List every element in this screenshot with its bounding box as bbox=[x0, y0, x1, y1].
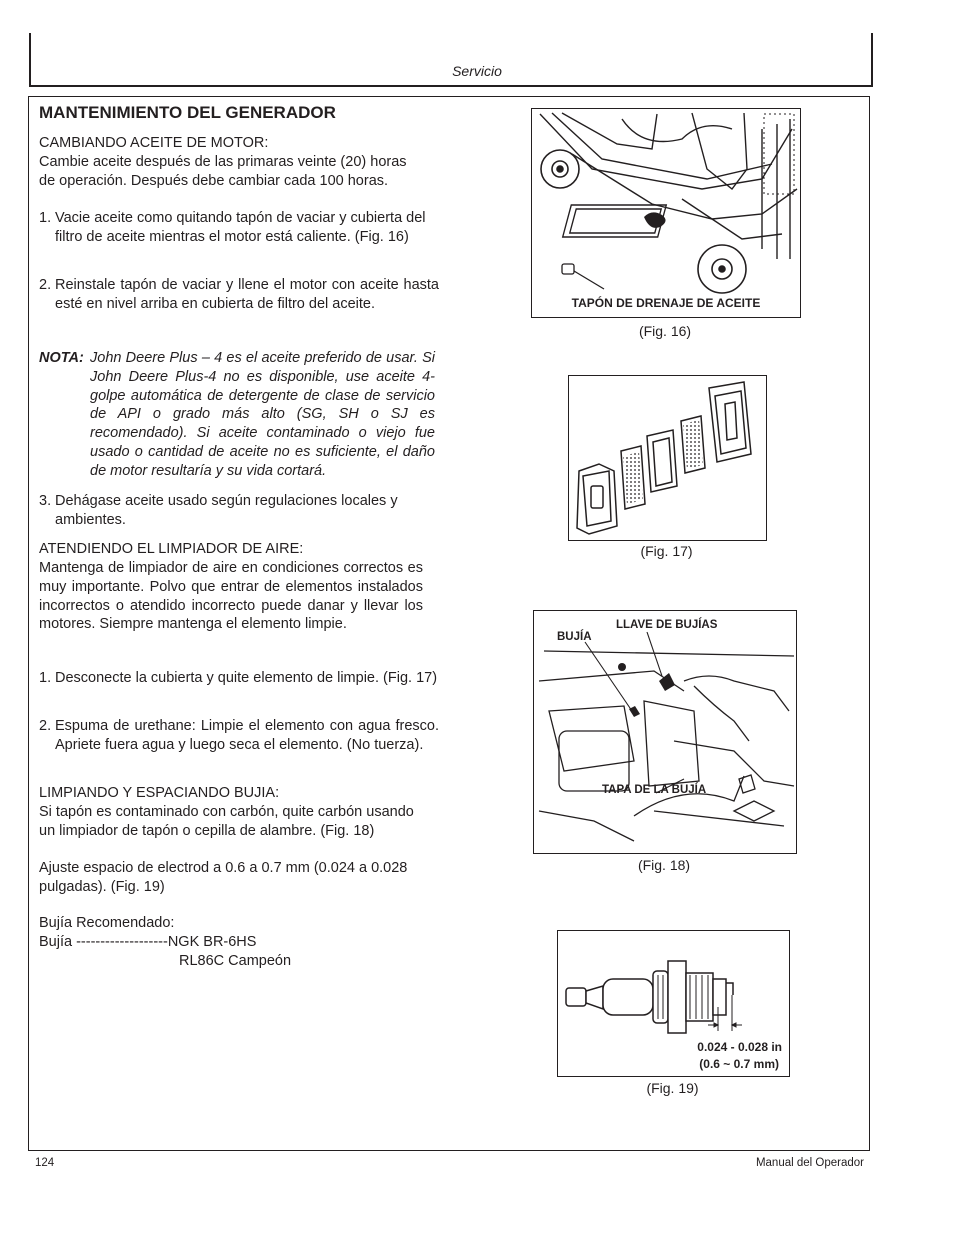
note-text-block bbox=[90, 349, 435, 481]
section-header: Servicio bbox=[452, 63, 502, 79]
fig19-gap-mm: (0.6 ~ 0.7 mm) bbox=[699, 1057, 779, 1071]
plug-rec-line2: RL86C Campeón bbox=[179, 953, 292, 969]
fig18-label-plug: BUJÍA bbox=[557, 631, 592, 643]
step-text: Reinstale tapón de vaciar y llene el motor con aceite hasta esté en nivel arriba en cubierta de filtro del aceite. bbox=[55, 277, 439, 312]
step-number: 2. bbox=[39, 277, 52, 293]
figure-17 bbox=[568, 375, 767, 541]
note-text: John Deere Plus – 4 es el aceite preferido de usar. Si John Deere Plus-4 no es disponible, use aceite 4-golpe automática de detergente de clase de servicio de API o grado más alto (SG, SH o SJ es recomendado). Si aceite contaminado o viejo fue usado o cantidad de aceite no es suficiente, el daño de motor resultaría y su vida cortará. bbox=[90, 350, 435, 479]
plug-rec-heading: Bujía Recomendado: bbox=[39, 915, 175, 931]
step-text: Vacie aceite como quitando tapón de vaciar y cubierta del filtro de aceite mientras el motor está caliente. (Fig. 16) bbox=[55, 210, 426, 245]
oil-intro: Cambie aceite después de las primaras veinte (20) horas de operación. Después debe cambiar cada 100 horas. bbox=[39, 154, 407, 189]
fig19-caption: (Fig. 19) bbox=[646, 1080, 699, 1096]
air-heading: ATENDIENDO EL LIMPIADOR DE AIRE: bbox=[39, 541, 304, 557]
oil-step-2 bbox=[39, 276, 439, 314]
step-number: 1. bbox=[39, 670, 52, 686]
step-number: 1. bbox=[39, 210, 52, 226]
spark-plug-removal-illustration bbox=[534, 611, 796, 853]
fig16-label: TAPÓN DE DRENAJE DE ACEITE bbox=[571, 296, 761, 310]
fig19-gap-in: 0.024 - 0.028 in bbox=[697, 1040, 782, 1054]
step-number: 2. bbox=[39, 718, 52, 734]
note-label: NOTA: bbox=[39, 350, 84, 366]
figure-16 bbox=[531, 108, 801, 318]
step-text: Espuma de urethane: Limpie el elemento con agua fresco. Apriete fuera agua y luego seca el elemento. (No tuerza). bbox=[55, 718, 439, 753]
air-step-1 bbox=[39, 669, 439, 688]
fig17-caption: (Fig. 17) bbox=[640, 543, 693, 559]
oil-step-3 bbox=[39, 492, 439, 530]
oil-heading: CAMBIANDO ACEITE DE MOTOR: bbox=[39, 135, 269, 151]
plug-gap: Ajuste espacio de electrod a 0.6 a 0.7 mm (0.024 a 0.028 pulgadas). (Fig. 19) bbox=[39, 860, 408, 895]
oil-step-1 bbox=[39, 209, 439, 247]
air-cleaner-illustration bbox=[569, 376, 766, 540]
fig18-label-wrench: LLAVE DE BUJÍAS bbox=[616, 619, 718, 631]
page-number: 124 bbox=[35, 1157, 55, 1169]
step-text: Desconecte la cubierta y quite elemento de limpie. (Fig. 17) bbox=[55, 670, 438, 686]
generator-drain-illustration bbox=[532, 109, 800, 317]
fig18-caption: (Fig. 18) bbox=[637, 857, 691, 873]
manual-title: Manual del Operador bbox=[755, 1157, 864, 1169]
fig16-caption: (Fig. 16) bbox=[638, 323, 692, 339]
air-intro: Mantenga de limpiador de aire en condiciones correctos es muy importante. Polvo que entrar de elementos instalados incorrectos o atendido incorrecto puede danar y llevar los motores. Siempre mantenga el elemento limpie. bbox=[39, 560, 423, 633]
air-step-2 bbox=[39, 717, 439, 755]
figure-19 bbox=[557, 930, 790, 1077]
step-number: 3. bbox=[39, 493, 52, 509]
plug-heading: LIMPIANDO Y ESPACIANDO BUJIA: bbox=[39, 785, 280, 801]
step-text: Dehágase aceite usado según regulaciones locales y ambientes. bbox=[55, 493, 398, 528]
plug-rec-line1: Bujía -------------------NGK BR-6HS bbox=[39, 934, 257, 950]
plug-intro: Si tapón es contaminado con carbón, quite carbón usando un limpiador de tapón o cepilla de alambre. (Fig. 18) bbox=[39, 804, 414, 839]
page-title: MANTENIMIENTO DEL GENERADOR bbox=[39, 103, 336, 122]
figure-18 bbox=[533, 610, 797, 854]
spark-plug-gap-illustration bbox=[558, 931, 789, 1076]
fig18-label-cap: TAPA DE LA BUJÍA bbox=[602, 784, 707, 796]
